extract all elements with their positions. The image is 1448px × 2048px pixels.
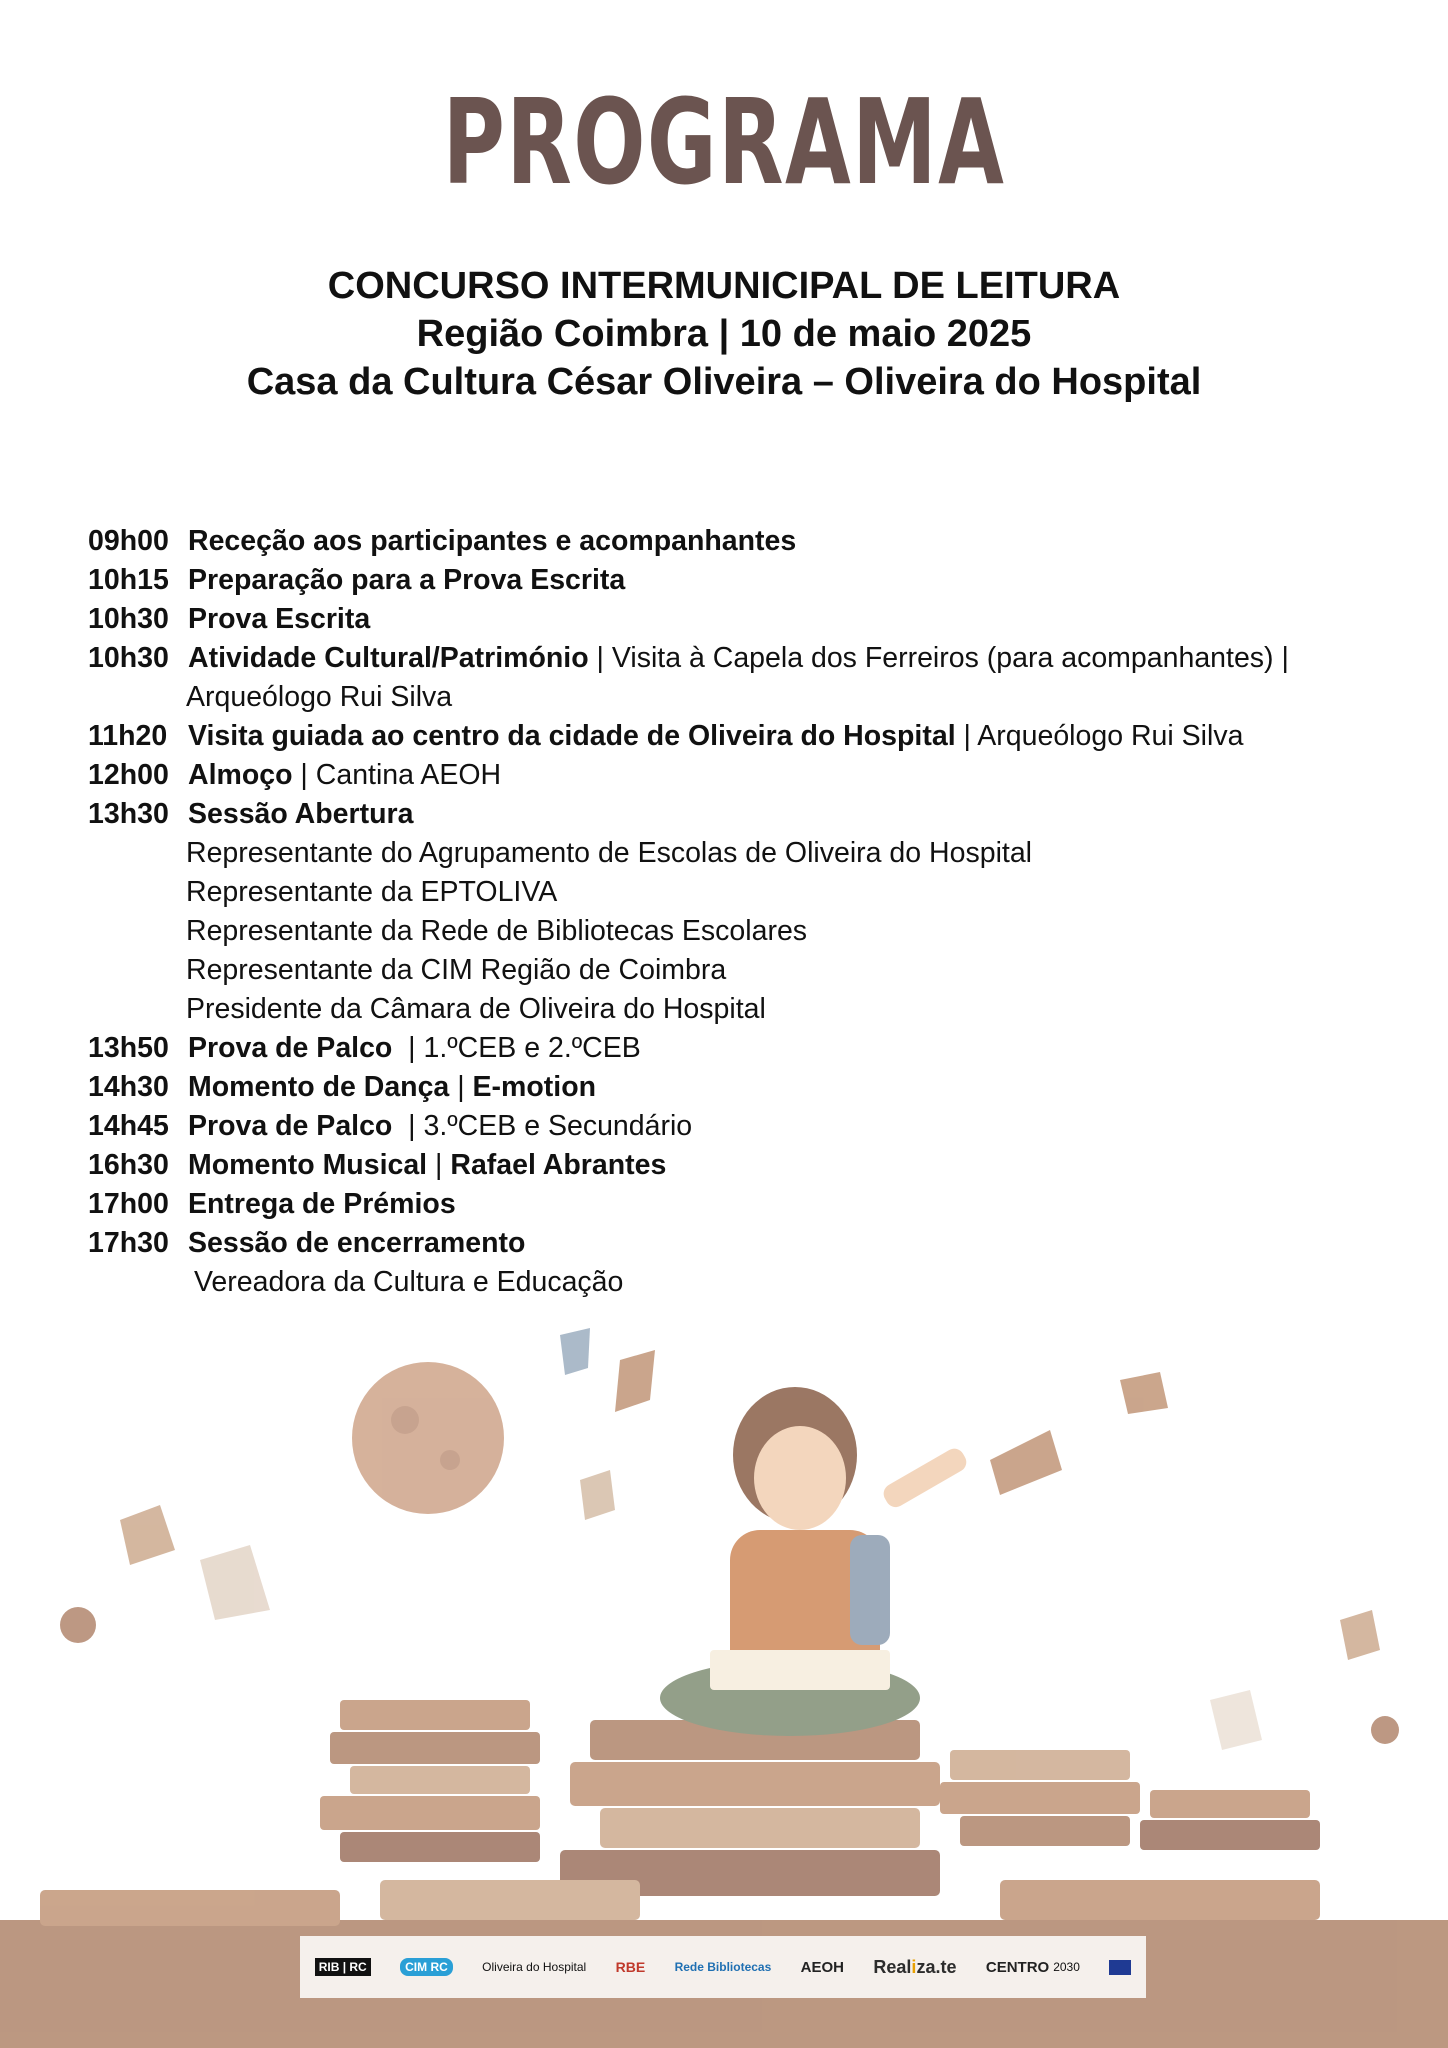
- schedule-title: Visita guiada ao centro da cidade de Oliveira do Hospital: [188, 720, 956, 752]
- schedule-time: 13h30: [88, 798, 169, 830]
- eu-flag-icon: [1109, 1960, 1131, 1975]
- schedule-time: 17h00: [88, 1188, 169, 1220]
- subtitle-line: CONCURSO INTERMUNICIPAL DE LEITURA: [327, 265, 1121, 307]
- schedule-time: 13h50: [88, 1032, 169, 1064]
- schedule-item: [88, 717, 1368, 756]
- municipio-logo: Oliveira do Hospital: [482, 1960, 587, 1974]
- schedule-performer: Rafael Abrantes: [450, 1149, 667, 1181]
- schedule-time: 16h30: [88, 1149, 169, 1181]
- schedule-continuation: Presidente da Câmara de Oliveira do Hospital: [186, 993, 766, 1025]
- schedule-item: [88, 1224, 1368, 1263]
- cim-rc-logo: CIM RC: [400, 1958, 453, 1976]
- rbe-logo: RBE: [615, 1959, 646, 1975]
- rib-rc-logo: RIB | RC: [315, 1958, 371, 1976]
- schedule-detail: | 1.ºCEB e 2.ºCEB: [392, 1032, 641, 1064]
- schedule-separator: |: [449, 1071, 473, 1103]
- schedule-time: 10h15: [88, 564, 169, 596]
- schedule-detail: | Arqueólogo Rui Silva: [955, 720, 1244, 752]
- schedule-time: 10h30: [88, 603, 169, 635]
- schedule-continuation: Representante da EPTOLIVA: [186, 876, 558, 908]
- schedule-detail: | Cantina AEOH: [292, 759, 502, 791]
- subtitle-line: Região Coimbra | 10 de maio 2025: [416, 313, 1032, 355]
- schedule-continuation: Representante da Rede de Bibliotecas Escolares: [186, 915, 808, 947]
- schedule-title: Receção aos participantes e acompanhantes: [188, 525, 797, 557]
- schedule-time: 10h30: [88, 642, 169, 674]
- schedule-continuation: Representante da CIM Região de Coimbra: [186, 954, 727, 986]
- schedule-item: [88, 1146, 1368, 1185]
- schedule-title: Entrega de Prémios: [188, 1188, 456, 1220]
- schedule-title: Sessão Abertura: [188, 798, 414, 830]
- schedule-item: [88, 1029, 1368, 1068]
- sponsor-logos: [300, 1936, 1146, 1998]
- page-title: PROGRAMA: [442, 73, 1006, 211]
- centro-2030-logo: CENTRO 2030: [985, 1958, 1080, 1976]
- schedule-continuation: Arqueólogo Rui Silva: [186, 681, 453, 713]
- schedule-title: Prova de Palco: [188, 1110, 393, 1142]
- schedule-item: [88, 600, 1368, 639]
- schedule-separator: |: [427, 1149, 451, 1181]
- schedule-item: [88, 1185, 1368, 1224]
- schedule-title: Momento Musical: [188, 1149, 428, 1181]
- schedule-title: Prova de Palco: [188, 1032, 393, 1064]
- schedule-title: Almoço: [188, 759, 293, 791]
- aeoh-logo: AEOH: [800, 1958, 844, 1976]
- schedule-title: Sessão de encerramento: [188, 1227, 526, 1259]
- rede-bibliotecas-logo: Rede Bibliotecas: [674, 1960, 772, 1974]
- schedule-item: [88, 522, 1368, 561]
- schedule-item: [88, 561, 1368, 600]
- schedule-title: Prova Escrita: [188, 603, 371, 635]
- schedule-detail: | Visita à Capela dos Ferreiros (para acompanhantes) |: [588, 642, 1289, 674]
- schedule-time: 11h20: [88, 720, 168, 752]
- schedule-time: 17h30: [88, 1227, 169, 1259]
- subtitle-line: Casa da Cultura César Oliveira – Oliveira do Hospital: [246, 361, 1202, 403]
- schedule-item: [88, 639, 1368, 678]
- schedule-item: [88, 795, 1368, 834]
- realizate-logo: Realiza.te: [873, 1956, 957, 1977]
- schedule-continuation: Vereadora da Cultura e Educação: [194, 1266, 624, 1298]
- schedule-time: 14h30: [88, 1071, 169, 1103]
- schedule-detail: | 3.ºCEB e Secundário: [392, 1110, 693, 1142]
- schedule-item: [88, 1107, 1368, 1146]
- schedule-continuation: Representante do Agrupamento de Escolas de Oliveira do Hospital: [186, 837, 1033, 869]
- schedule-list: [88, 522, 1368, 1302]
- schedule-time: 12h00: [88, 759, 169, 791]
- schedule-time: 09h00: [88, 525, 169, 557]
- schedule-item: [88, 1068, 1368, 1107]
- event-subtitle: [0, 262, 1448, 406]
- schedule-time: 14h45: [88, 1110, 169, 1142]
- schedule-item: [88, 756, 1368, 795]
- schedule-title: Atividade Cultural/Património: [188, 642, 589, 674]
- schedule-title: Momento de Dança: [188, 1071, 450, 1103]
- schedule-title: Preparação para a Prova Escrita: [188, 564, 626, 596]
- schedule-performer: E-motion: [472, 1071, 597, 1103]
